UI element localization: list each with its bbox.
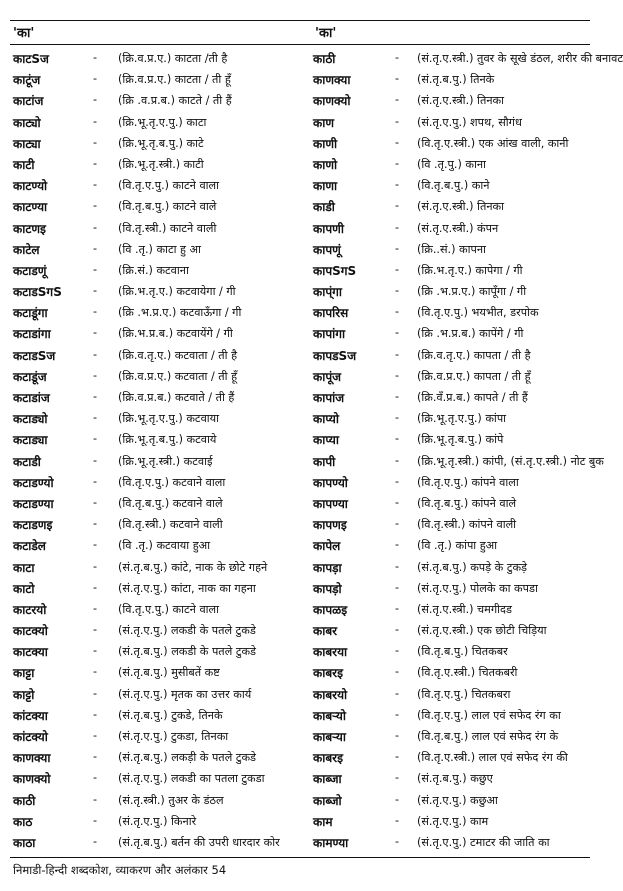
meaning-right: (क्रि.भू.तृ.ब.पु.) कांपे bbox=[417, 433, 504, 447]
dash-right: - bbox=[395, 729, 400, 742]
dash-right: - bbox=[395, 623, 400, 637]
entry-row bbox=[0, 134, 600, 155]
headword-right: काब्जा bbox=[313, 772, 342, 787]
headword-right: काबर्‍यो bbox=[313, 708, 346, 723]
dash-left: - bbox=[93, 93, 98, 107]
meaning-right: (सं.तृ.ए.स्त्री.) तुवर के सूखे डंठल, शरीर की बनावट bbox=[417, 52, 623, 65]
headword-left: कटाडण्यो bbox=[13, 475, 54, 490]
meaning-right: (सं.तृ.ए.पु.) पोलके का कपडा bbox=[417, 581, 538, 595]
meaning-right: (क्रि.भू.तृ.स्त्री.) कांपी, (सं.तृ.ए.स्त्री.) नोट बुक bbox=[417, 454, 604, 468]
entry-row bbox=[0, 367, 600, 388]
headword-right: कापांगा bbox=[313, 327, 346, 342]
meaning-right: (वि.तृ.ब.पु.) लाल एवं सफेद रंग के bbox=[417, 730, 559, 743]
dash-right: - bbox=[395, 750, 400, 764]
headword-right: काणी bbox=[313, 136, 338, 151]
headword-left: काटक्या bbox=[13, 645, 48, 660]
dash-right: - bbox=[395, 601, 400, 615]
entry-row bbox=[0, 409, 600, 430]
meaning-right: (वि .तृ.पु.) काना bbox=[417, 157, 486, 171]
meaning-right: (वि.तृ.ए.स्त्री.) लाल एवं सफेद रंग की bbox=[417, 751, 568, 765]
headword-right: कापूंज bbox=[313, 369, 342, 384]
meaning-right: (वि.तृ.ए.पु.) लाल एवं सफेद रंग का bbox=[417, 708, 561, 722]
meaning-right: (वि.तृ.ब.पु.) कांपने वाले bbox=[417, 496, 517, 510]
headword-right: काप्या bbox=[313, 433, 340, 448]
headword-left: कटाडणइ bbox=[13, 518, 53, 533]
meaning-left: (सं.तृ.ब.पु.) बर्तन की उपरी धारदार कोर bbox=[118, 835, 280, 849]
entry-row bbox=[0, 473, 600, 494]
dash-right: - bbox=[395, 432, 400, 446]
dash-left: - bbox=[93, 51, 98, 64]
headword-right: काणक्या bbox=[313, 73, 351, 88]
meaning-right: (क्रि .भ.प्र.ब.) कापेंगे / गी bbox=[417, 327, 524, 341]
meaning-left: (सं.तृ.ब.पु.) लकडी के पतले टुकडे bbox=[118, 645, 257, 659]
meaning-right: (वि.तृ.ब.पु.) काने bbox=[417, 179, 490, 193]
headword-left: काटेल bbox=[13, 242, 40, 257]
headword-right: काणा bbox=[313, 179, 338, 194]
dash-right: - bbox=[395, 220, 400, 234]
headword-left: कटाडी bbox=[13, 454, 41, 469]
meaning-left: (वि.तृ.ब.पु.) काटने वाले bbox=[118, 200, 217, 214]
entry-row bbox=[0, 176, 600, 197]
dash-left: - bbox=[93, 284, 98, 298]
meaning-right: (सं.तृ.ब.पु.) कपड़े के टुकड़े bbox=[417, 560, 528, 574]
bottom-rule bbox=[10, 857, 590, 858]
headword-left: काटSज bbox=[13, 52, 49, 66]
meaning-right: (वि.तृ.ब.पु.) चितकबर bbox=[417, 645, 508, 659]
headword-right: काम bbox=[313, 814, 333, 829]
dash-right: - bbox=[395, 517, 400, 531]
dash-right: - bbox=[395, 135, 400, 149]
entry-row bbox=[0, 282, 600, 303]
headword-left: काटी bbox=[13, 157, 35, 172]
headword-left: कटाड्या bbox=[13, 433, 48, 448]
headword-left: काटूंज bbox=[13, 73, 41, 88]
dash-left: - bbox=[93, 644, 98, 658]
meaning-left: (सं.तृ.ए.पु.) मृतक का उत्तर कार्य bbox=[118, 687, 252, 701]
meaning-left: (क्रि.भ.प्र.ब.) कटवायेंगे / गी bbox=[118, 327, 233, 341]
headword-right: काण bbox=[313, 115, 335, 130]
meaning-left: (वि.तृ.ए.पु.) काटने वाला bbox=[118, 602, 220, 616]
meaning-right: (वि.तृ.ए.स्त्री.) एक आंख वाली, कानी bbox=[417, 136, 569, 150]
dictionary-entries bbox=[0, 49, 623, 854]
entry-row bbox=[0, 621, 600, 642]
dash-left: - bbox=[93, 241, 98, 255]
meaning-right: (सं.तृ.ए.स्त्री.) तिनका bbox=[417, 200, 505, 214]
headword-left: काटण्यो bbox=[13, 179, 48, 194]
headword-right: कापण्यो bbox=[313, 475, 348, 490]
entry-row bbox=[0, 49, 623, 70]
meaning-right: (सं.तृ.ए.पु.) टमाटर की जाति का bbox=[417, 835, 550, 849]
dash-left: - bbox=[93, 750, 98, 764]
headword-right: कापSगS bbox=[313, 263, 357, 278]
meaning-left: (क्रि.व.प्र.ब.) कटवाते / ती हैं bbox=[118, 391, 235, 404]
meaning-right: (वि.तृ.ए.पु.) कांपने वाला bbox=[417, 475, 519, 489]
meaning-left: (वि .तृ.) कटवाया हुआ bbox=[118, 539, 211, 553]
headword-left: कांटक्या bbox=[13, 708, 48, 723]
dash-left: - bbox=[93, 601, 98, 615]
meaning-left: (सं.तृ.ब.पु.) कांटे, नाक के छोटे गहने bbox=[118, 560, 268, 574]
dash-right: - bbox=[395, 771, 400, 785]
headword-right: काबर्‍या bbox=[313, 730, 346, 744]
entry-row bbox=[0, 579, 600, 600]
headword-right: कापण्या bbox=[313, 496, 348, 511]
headword-right: कापणइ bbox=[313, 518, 347, 533]
entry-row bbox=[0, 515, 600, 536]
headword-right: कापेल bbox=[313, 539, 341, 554]
meaning-left: (वि.तृ.ए.पु.) काटने वाला bbox=[118, 179, 220, 193]
headword-left: काणक्या bbox=[13, 751, 51, 766]
headword-left: काट्या bbox=[13, 136, 41, 151]
meaning-right: (सं.तृ.ए.स्त्री.) कंपन bbox=[417, 221, 499, 235]
meaning-left: (सं.तृ.ए.पु.) लकडी का पतला टुकडा bbox=[118, 772, 265, 786]
meaning-right: (क्रि.वँ.प्र.ब.) कापते / ती हैं bbox=[417, 391, 528, 404]
dash-left: - bbox=[93, 580, 98, 594]
dash-left: - bbox=[93, 326, 98, 340]
meaning-left: (क्रि.भू.तृ.ए.पु.) कटवाया bbox=[118, 412, 220, 426]
headword-left: कटाडांगा bbox=[13, 327, 51, 342]
meaning-right: (वि.तृ.ए.पु.) भयभीत, डरपोक bbox=[417, 306, 539, 320]
dash-right: - bbox=[395, 262, 400, 276]
headword-left: काट्यो bbox=[13, 115, 41, 130]
dash-right: - bbox=[395, 834, 400, 848]
headword-left: काटणइ bbox=[13, 221, 46, 236]
meaning-left: (सं.तृ.ए.पु.) किनारे bbox=[118, 814, 197, 828]
meaning-right: (सं.तृ.ए.पु.) शपथ, सौगंध bbox=[417, 115, 522, 129]
page-footer: निमाडी-हिन्दी शब्दकोश, व्याकरण और अलंकार 54 bbox=[13, 863, 227, 877]
headword-left: काठा bbox=[13, 835, 36, 850]
dash-right: - bbox=[395, 241, 400, 255]
meaning-right: (वि.तृ.स्त्री.) कांपने वाली bbox=[417, 518, 517, 532]
dash-right: - bbox=[395, 686, 400, 700]
dash-right: - bbox=[395, 368, 400, 382]
entry-row bbox=[0, 600, 600, 621]
headword-left: काटांज bbox=[13, 94, 44, 109]
entry-row bbox=[0, 791, 600, 812]
meaning-right: (क्रि.व.प्र.ए.) कापता / ती हूँ bbox=[417, 369, 531, 383]
entry-row bbox=[0, 558, 600, 579]
meaning-left: (क्रि.भ.तृ.ए.) कटवायेगा / गी bbox=[118, 285, 236, 299]
entry-row bbox=[0, 536, 600, 557]
meaning-left: (क्रि.व.तृ.ए.) कटवाता / ती है bbox=[118, 348, 238, 362]
entry-row bbox=[0, 833, 600, 854]
entry-row bbox=[0, 430, 600, 451]
dash-right: - bbox=[395, 707, 400, 721]
dash-left: - bbox=[93, 538, 98, 552]
dash-left: - bbox=[93, 707, 98, 721]
dash-right: - bbox=[395, 93, 400, 107]
headword-right: काठी bbox=[313, 52, 336, 66]
dash-right: - bbox=[395, 665, 400, 679]
dash-left: - bbox=[93, 771, 98, 785]
dash-right: - bbox=[395, 199, 400, 213]
entry-row bbox=[0, 685, 600, 706]
meaning-right: (सं.तृ.ए.पु.) कछुआ bbox=[417, 793, 498, 807]
dash-left: - bbox=[93, 517, 98, 531]
dash-right: - bbox=[395, 347, 400, 361]
meaning-right: (वि .तृ.) कांपा हुआ bbox=[417, 539, 498, 553]
headword-left: कटाडूंज bbox=[13, 369, 47, 384]
dash-left: - bbox=[93, 156, 98, 170]
dash-left: - bbox=[93, 72, 98, 86]
dash-right: - bbox=[395, 156, 400, 170]
meaning-left: (सं.तृ.ए.पु.) कांटा, नाक का गहना bbox=[118, 581, 256, 595]
dash-left: - bbox=[93, 559, 98, 573]
right-column-heading: 'का' bbox=[315, 26, 337, 41]
headword-right: कापडSज bbox=[313, 348, 357, 363]
meaning-right: (वि.तृ.ए.पु.) चितकबरा bbox=[417, 687, 511, 701]
meaning-left: (सं.तृ.ए.पु.) लकडी के पतले टुकडे bbox=[118, 624, 256, 638]
dash-right: - bbox=[395, 453, 400, 467]
meaning-right: (क्रि..सं.) कापना bbox=[417, 242, 486, 256]
meaning-right: (सं.तृ.ए.स्त्री.) चमगीदड bbox=[417, 602, 512, 616]
headword-left: काट्टो bbox=[13, 687, 35, 702]
meaning-left: (क्रि .भ.प्र.ए.) कटवाऊँगा / गी bbox=[118, 306, 242, 320]
headword-left: काटा bbox=[13, 560, 35, 575]
headword-right: काबरयो bbox=[313, 687, 348, 702]
dash-right: - bbox=[395, 114, 400, 128]
headword-right: कापळइ bbox=[313, 602, 348, 617]
entry-row bbox=[0, 324, 600, 345]
headword-right: काबरइ bbox=[313, 751, 343, 766]
dash-left: - bbox=[93, 220, 98, 234]
dash-right: - bbox=[395, 580, 400, 594]
dash-right: - bbox=[395, 474, 400, 488]
heading-rule bbox=[10, 44, 590, 45]
meaning-left: (क्रि.भू.तृ.ब.पु.) काटे bbox=[118, 136, 204, 150]
headword-left: कटाडणूं bbox=[13, 263, 47, 278]
meaning-left: (क्रि.भू.तृ.ब.पु.) कटवाये bbox=[118, 433, 217, 447]
entry-row bbox=[0, 642, 600, 663]
headword-right: काडी bbox=[313, 200, 335, 215]
meaning-right: (सं.तृ.ए.स्त्री.) एक छोटी चिड़िया bbox=[417, 624, 547, 638]
entry-row bbox=[0, 769, 600, 790]
meaning-left: (क्रि .व.प्र.ब.) काटते / ती हैं bbox=[118, 94, 232, 108]
entry-row bbox=[0, 663, 600, 684]
headword-right: काप्ंगा bbox=[313, 285, 343, 300]
entry-row bbox=[0, 748, 600, 769]
meaning-left: (वि.तृ.स्त्री.) काटने वाली bbox=[118, 221, 217, 235]
meaning-left: (वि .तृ.) काटा हु आ bbox=[118, 242, 201, 256]
dash-left: - bbox=[93, 178, 98, 192]
headword-left: कटाडण्या bbox=[13, 496, 54, 511]
meaning-left: (वि.तृ.ए.पु.) कटवाने वाला bbox=[118, 475, 226, 489]
dash-left: - bbox=[93, 792, 98, 806]
headword-right: कापणी bbox=[313, 221, 344, 236]
dash-left: - bbox=[93, 135, 98, 149]
headword-right: कामण्या bbox=[313, 835, 349, 850]
dash-left: - bbox=[93, 474, 98, 488]
headword-right: कापड़ो bbox=[313, 581, 342, 596]
meaning-right: (सं.तृ.ए.स्त्री.) तिनका bbox=[417, 94, 505, 108]
headword-right: काबरया bbox=[313, 645, 348, 660]
meaning-left: (वि.तृ.ब.पु.) कटवाने वाले bbox=[118, 496, 223, 510]
headword-left: काटरयो bbox=[13, 602, 47, 617]
headword-right: काप्यो bbox=[313, 412, 340, 427]
meaning-left: (क्रि.भू.तृ.ए.पु.) काटा bbox=[118, 115, 207, 129]
entry-row bbox=[0, 727, 600, 748]
headword-right: कापी bbox=[313, 454, 336, 469]
entry-row bbox=[0, 113, 600, 134]
meaning-right: (क्रि.भू.तृ.ए.पु.) कांपा bbox=[417, 412, 507, 426]
meaning-right: (सं.तृ.ब.पु.) तिनके bbox=[417, 73, 495, 87]
entry-row bbox=[0, 346, 600, 367]
entry-row bbox=[0, 812, 600, 833]
entry-row bbox=[0, 261, 600, 282]
dash-right: - bbox=[395, 813, 400, 827]
entry-row bbox=[0, 240, 600, 261]
meaning-right: (सं.तृ.ए.पु.) काम bbox=[417, 814, 489, 828]
entry-row bbox=[0, 70, 600, 91]
dash-left: - bbox=[93, 623, 98, 637]
meaning-left: (क्रि.व.प्र.ए.) काटता / ती हूँ bbox=[118, 73, 231, 87]
meaning-right: (क्रि.भ.तृ.ए.) कापेगा / गी bbox=[417, 263, 523, 277]
headword-left: काठ bbox=[13, 814, 33, 829]
meaning-left: (सं.तृ.ब.पु.) मुसीबतें कष्ट bbox=[118, 666, 220, 680]
dash-right: - bbox=[395, 644, 400, 658]
dash-left: - bbox=[93, 368, 98, 382]
meaning-left: (क्रि.व.प्र.ए.) कटवाता / ती हूँ bbox=[118, 369, 238, 383]
headword-left: काणक्यो bbox=[13, 772, 51, 787]
meaning-left: (सं.तृ.ब.पु.) टुकडे, तिनके bbox=[118, 708, 223, 722]
meaning-left: (क्रि.सं.) कटवाना bbox=[118, 263, 189, 277]
entry-row bbox=[0, 197, 600, 218]
meaning-left: (सं.तृ.ए.पु.) टुकडा, तिनका bbox=[118, 730, 229, 743]
left-column-heading: 'का' bbox=[13, 26, 35, 41]
entry-row bbox=[0, 494, 600, 515]
dash-left: - bbox=[93, 390, 98, 403]
meaning-right: (क्रि.व.तृ.ए.) कापता / ती है bbox=[417, 348, 531, 362]
headword-right: काब्जो bbox=[313, 793, 342, 808]
meaning-right: (क्रि .भ.प्र.ए.) कापूँगा / गी bbox=[417, 285, 527, 299]
entry-row bbox=[0, 155, 600, 176]
dash-left: - bbox=[93, 411, 98, 425]
dash-right: - bbox=[395, 305, 400, 319]
dash-left: - bbox=[93, 686, 98, 700]
dash-right: - bbox=[395, 559, 400, 573]
dash-left: - bbox=[93, 305, 98, 319]
meaning-left: (सं.तृ.ब.पु.) लकड़ी के पतले टुकडे bbox=[118, 751, 257, 765]
headword-right: कापड़ा bbox=[313, 560, 342, 575]
dash-left: - bbox=[93, 432, 98, 446]
entry-row bbox=[0, 452, 604, 473]
headword-left: कटाडांज bbox=[13, 391, 50, 405]
headword-left: कटाडेल bbox=[13, 539, 46, 554]
dash-right: - bbox=[395, 538, 400, 552]
headword-left: काटक्यो bbox=[13, 624, 48, 639]
dash-right: - bbox=[395, 390, 400, 403]
dash-left: - bbox=[93, 834, 98, 848]
meaning-left: (क्रि.भू.तृ.स्त्री.) काटी bbox=[118, 157, 204, 171]
dash-right: - bbox=[395, 51, 400, 64]
top-rule bbox=[10, 20, 590, 21]
dash-left: - bbox=[93, 813, 98, 827]
headword-left: काटो bbox=[13, 581, 35, 596]
dash-left: - bbox=[93, 495, 98, 509]
headword-left: काट्टा bbox=[13, 666, 35, 681]
entry-row bbox=[0, 91, 600, 112]
dash-right: - bbox=[395, 178, 400, 192]
dash-right: - bbox=[395, 411, 400, 425]
meaning-right: (सं.तृ.ब.पु.) कछुए bbox=[417, 772, 493, 786]
dash-left: - bbox=[93, 262, 98, 276]
meaning-left: (क्रि.व.प्र.ए.) काटता /ती है bbox=[118, 52, 228, 65]
headword-left: कटाड्यो bbox=[13, 412, 48, 427]
headword-left: कटाडूंगा bbox=[13, 306, 48, 321]
headword-left: काठी bbox=[13, 793, 36, 808]
dash-left: - bbox=[93, 453, 98, 467]
dash-right: - bbox=[395, 495, 400, 509]
dash-right: - bbox=[395, 284, 400, 298]
meaning-left: (क्रि.भू.तृ.स्त्री.) कटवाई bbox=[118, 454, 213, 468]
headword-right: कापणूं bbox=[313, 242, 341, 257]
dash-left: - bbox=[93, 729, 98, 742]
dash-right: - bbox=[395, 72, 400, 86]
headword-right: काणक्यो bbox=[313, 94, 351, 109]
meaning-left: (वि.तृ.स्त्री.) कटवाने वाली bbox=[118, 518, 223, 532]
headword-right: काणो bbox=[313, 157, 338, 172]
headword-right: काबर bbox=[313, 624, 338, 639]
entry-row bbox=[0, 706, 600, 727]
dash-right: - bbox=[395, 792, 400, 806]
entry-row bbox=[0, 388, 600, 409]
headword-left: कांटक्यो bbox=[13, 730, 48, 744]
entry-row bbox=[0, 303, 600, 324]
dash-right: - bbox=[395, 326, 400, 340]
headword-left: कटाडSज bbox=[13, 348, 56, 363]
meaning-left: (सं.तृ.स्त्री.) तुअर के डंठल bbox=[118, 793, 224, 807]
dash-left: - bbox=[93, 347, 98, 361]
headword-right: काबरइ bbox=[313, 666, 343, 681]
headword-left: कटाडSगS bbox=[13, 285, 62, 300]
meaning-right: (वि.तृ.ए.स्त्री.) चितकबरी bbox=[417, 666, 518, 680]
headword-right: कापांज bbox=[313, 391, 345, 405]
dash-left: - bbox=[93, 114, 98, 128]
dash-left: - bbox=[93, 199, 98, 213]
headword-right: कापरिस bbox=[313, 306, 349, 321]
headword-left: काटण्या bbox=[13, 200, 48, 215]
dash-left: - bbox=[93, 665, 98, 679]
entry-row bbox=[0, 219, 600, 240]
